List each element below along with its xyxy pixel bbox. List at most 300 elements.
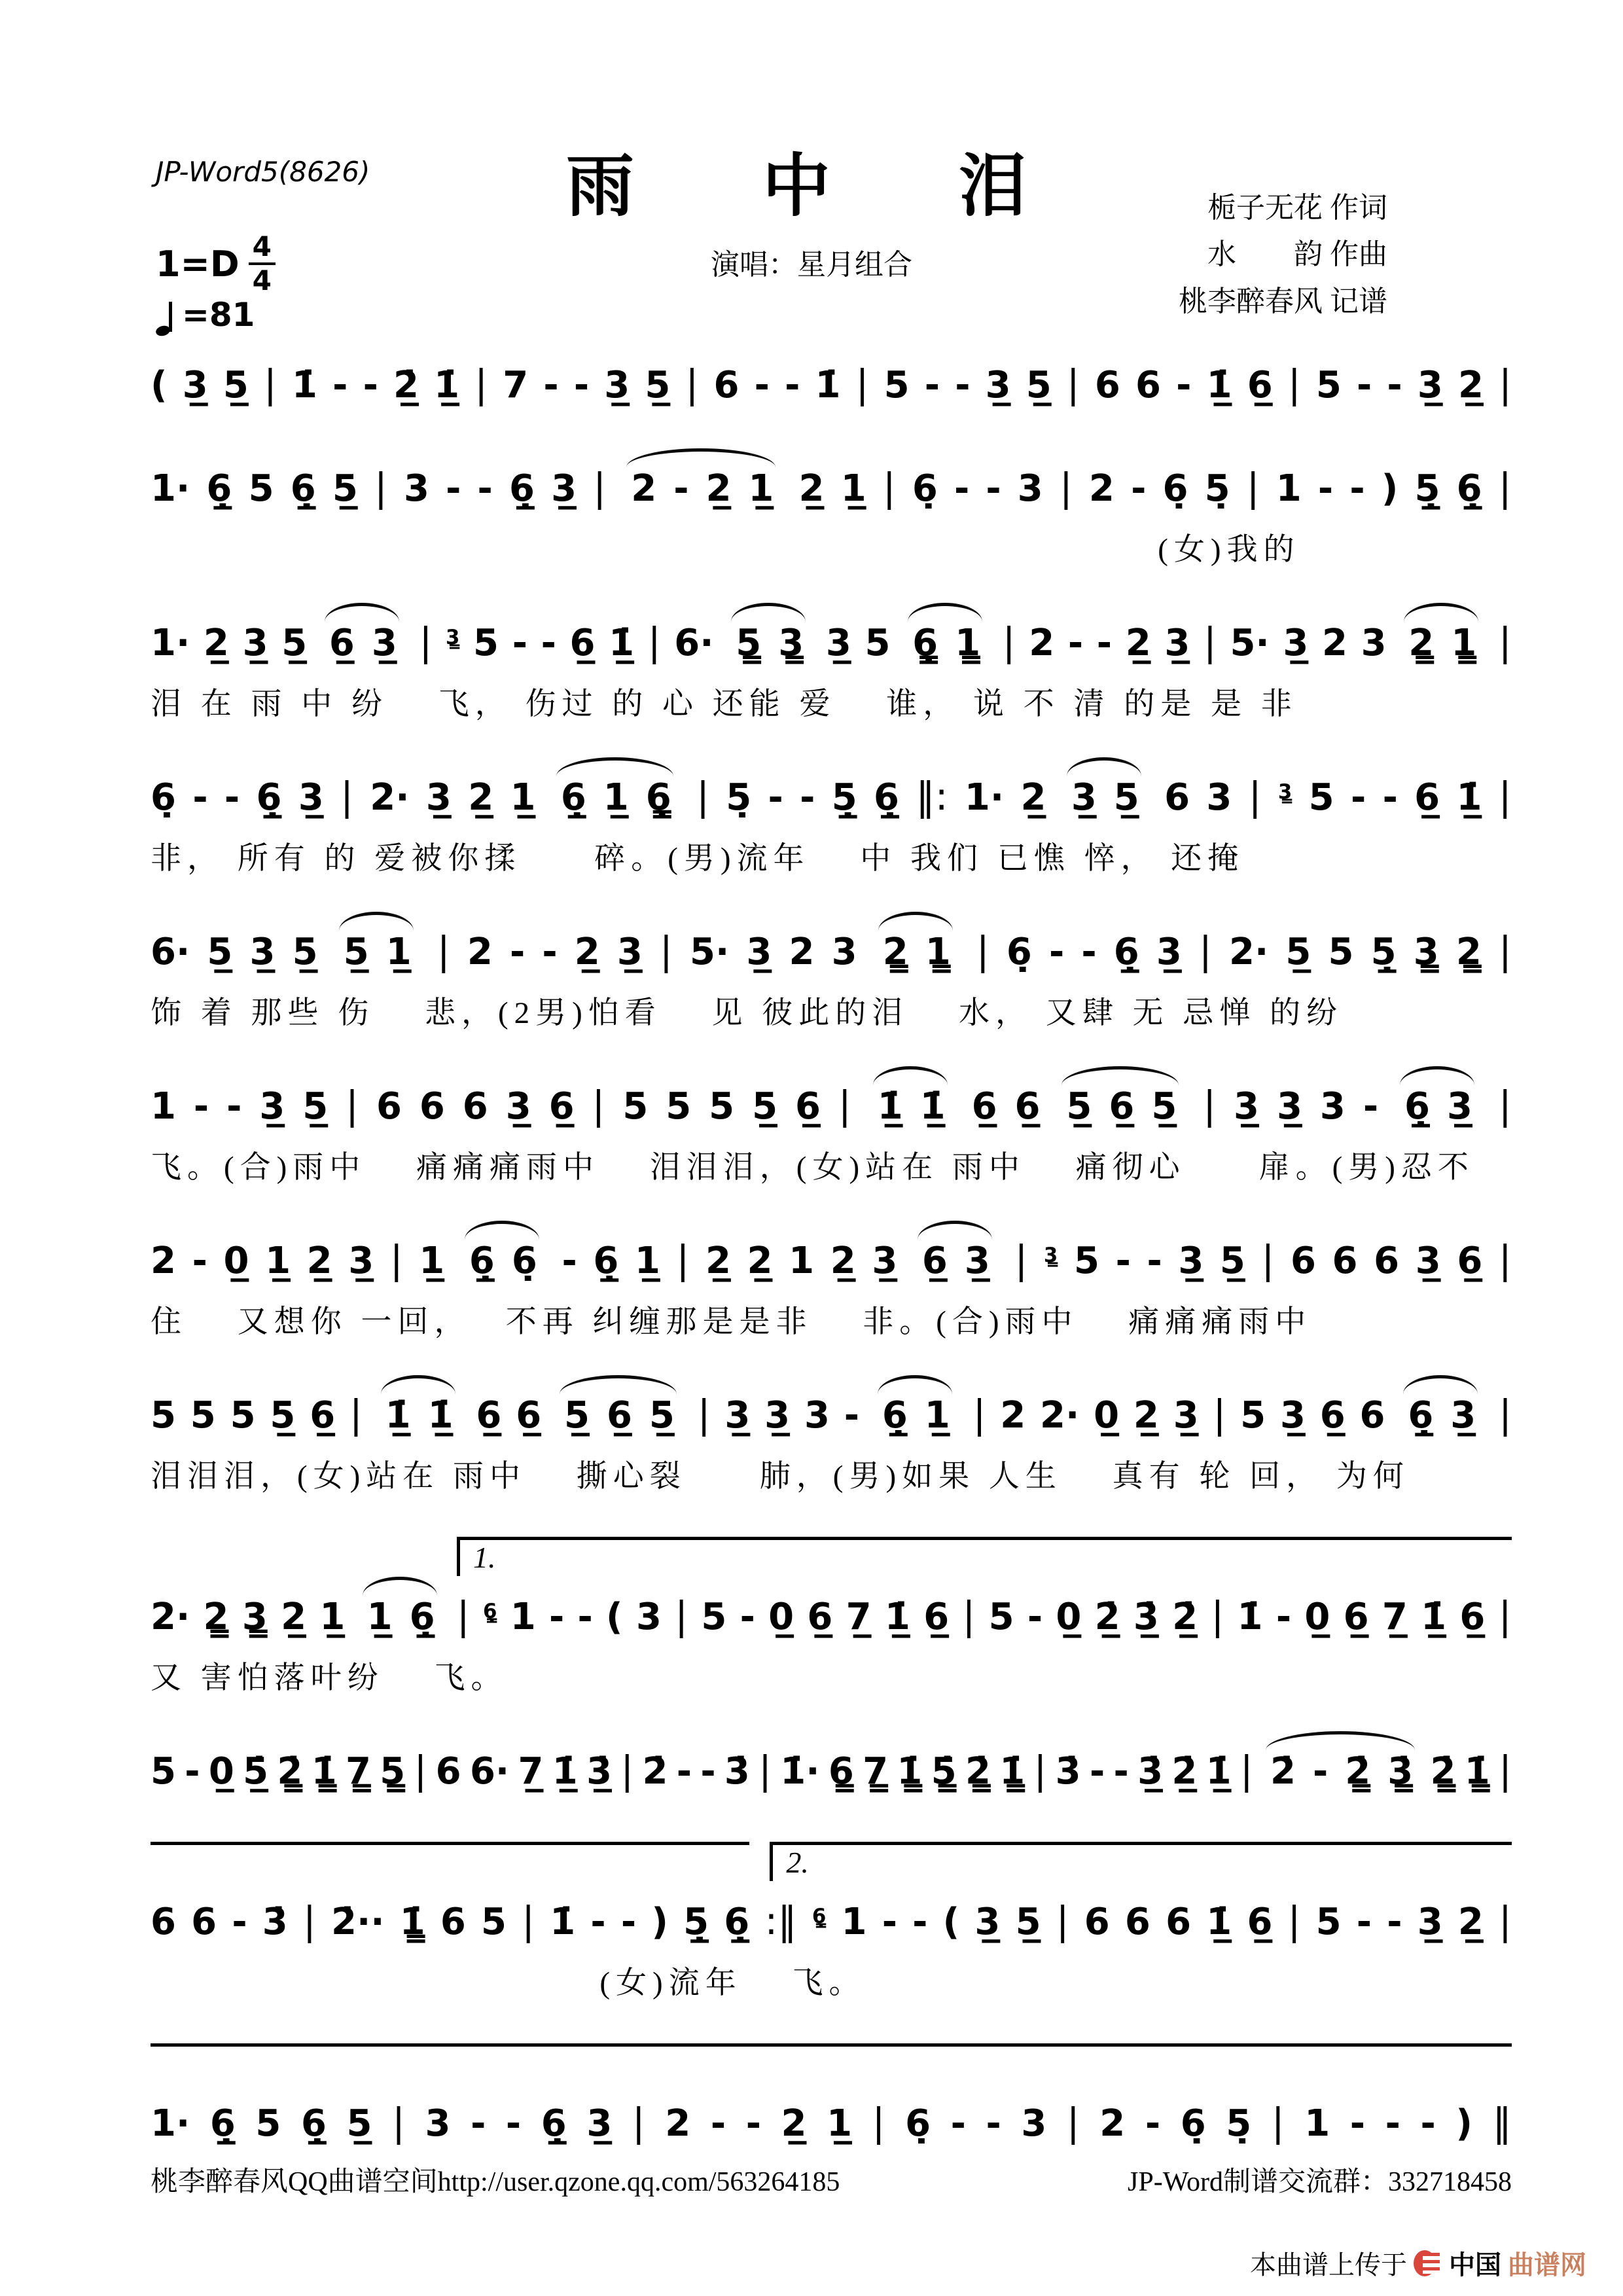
barline: | bbox=[340, 774, 353, 819]
note: 5 bbox=[481, 1901, 507, 1943]
note: 6̣ bbox=[1162, 467, 1188, 510]
time-top: 4 bbox=[249, 233, 276, 265]
grace-note: 6̳̣ bbox=[812, 1905, 827, 1929]
note: 5 bbox=[1308, 776, 1334, 819]
tie-group bbox=[1063, 776, 1148, 819]
note: 2̲ bbox=[468, 776, 494, 819]
note: - bbox=[768, 776, 783, 819]
note: 6̲̣ bbox=[724, 1901, 750, 1943]
barline: | bbox=[419, 619, 433, 664]
watermark-brand-black: 中国 bbox=[1449, 2250, 1501, 2280]
note: 6̳̣ bbox=[912, 622, 938, 664]
note: 7 bbox=[503, 364, 529, 406]
barline: | bbox=[855, 361, 869, 406]
note: 2 bbox=[631, 467, 657, 510]
tie-group bbox=[377, 1394, 462, 1437]
tie-group bbox=[1396, 1085, 1481, 1128]
note: 5 bbox=[622, 1085, 649, 1128]
note: - bbox=[1096, 622, 1113, 664]
notation-line bbox=[151, 342, 1512, 422]
note: 1· bbox=[964, 776, 1005, 819]
note: 3̇ bbox=[1055, 1750, 1081, 1793]
system-row bbox=[151, 1217, 1512, 1348]
system-row bbox=[151, 2033, 1512, 2160]
note: 5̣ bbox=[1226, 2102, 1252, 2145]
note: 6̲ bbox=[1457, 1240, 1483, 1282]
system-row bbox=[151, 1728, 1512, 1808]
note: - bbox=[676, 1750, 692, 1793]
barline: | bbox=[962, 1593, 976, 1638]
note: 1̲ bbox=[265, 1240, 291, 1282]
note: 2̳ bbox=[1455, 931, 1482, 973]
note: ) bbox=[1455, 2102, 1472, 2145]
note: - bbox=[912, 1901, 928, 1943]
barline: | bbox=[1498, 465, 1512, 510]
note: 1̲ bbox=[419, 1240, 445, 1282]
note: 3̲ bbox=[1415, 1240, 1441, 1282]
note: 3̲ bbox=[724, 1394, 751, 1437]
note: - bbox=[363, 364, 378, 406]
note: 1̲ bbox=[366, 1596, 393, 1638]
note: 5̲ bbox=[752, 1085, 778, 1128]
system-row bbox=[151, 754, 1512, 885]
tempo-value: =81 bbox=[182, 296, 255, 334]
note: 5 bbox=[190, 1394, 216, 1437]
note: 3̲̇ bbox=[586, 1750, 613, 1793]
note: 2̲ bbox=[1133, 1394, 1159, 1437]
note: 5̲̣ bbox=[1414, 467, 1440, 510]
note: 3̲ bbox=[371, 622, 397, 664]
note: 3̲ bbox=[985, 364, 1011, 406]
note: 2̲̇ bbox=[1094, 1596, 1120, 1638]
note: 1̲ bbox=[319, 1596, 346, 1638]
note: - bbox=[193, 1085, 209, 1128]
note: - bbox=[1147, 1240, 1162, 1282]
grace-note: 6̳̣ bbox=[482, 1600, 497, 1624]
note: - bbox=[512, 622, 527, 664]
note: 6̲̣ bbox=[300, 2102, 327, 2145]
barline: | bbox=[632, 2100, 645, 2145]
note: - bbox=[986, 2102, 1001, 2145]
note: 5 bbox=[701, 1596, 727, 1638]
credit-line: 栀子无花 作词 bbox=[1207, 192, 1387, 224]
notation-line bbox=[151, 1573, 1512, 1653]
tie-group bbox=[914, 1240, 999, 1282]
note: 5· bbox=[690, 931, 730, 973]
barline: | bbox=[349, 1391, 363, 1437]
grace-note: 3̳ bbox=[445, 626, 460, 650]
note: 6 bbox=[419, 1085, 445, 1128]
note: 5̲ bbox=[1219, 1240, 1245, 1282]
note: 5̲ bbox=[207, 931, 233, 973]
note: - bbox=[1357, 364, 1372, 406]
note: - bbox=[1048, 931, 1065, 973]
tie-group bbox=[552, 776, 680, 819]
barline: | bbox=[593, 465, 607, 510]
note: - bbox=[1131, 467, 1147, 510]
barline: | bbox=[474, 361, 488, 406]
note: 5̳ bbox=[380, 1750, 406, 1793]
note: 5̲ bbox=[332, 467, 358, 510]
note: 1̲̇ bbox=[877, 1085, 903, 1128]
note: 1̳̇ bbox=[311, 1750, 337, 1793]
note: 2· bbox=[370, 776, 410, 819]
note: - bbox=[1356, 1901, 1372, 1943]
tie-group bbox=[874, 1394, 959, 1437]
note: - bbox=[1387, 1901, 1402, 1943]
note: 6̲̣ bbox=[209, 2102, 236, 2145]
note: 2 bbox=[1099, 2102, 1126, 2145]
note: 0̲ bbox=[1056, 1596, 1082, 1638]
notation-line bbox=[151, 600, 1512, 679]
note: 2 bbox=[151, 1240, 176, 1282]
barline: | bbox=[660, 928, 673, 973]
note: 2 bbox=[1322, 622, 1347, 664]
key-label: 1=D bbox=[156, 243, 240, 285]
volta-bracket bbox=[457, 1537, 1512, 1576]
note: 5 bbox=[883, 364, 910, 406]
note: 3̲ bbox=[249, 931, 276, 973]
lyrics-line: 泪 在 雨 中 纷 飞， 伤过 的 心 还能 爱 谁， 说 不 清 的是 是 非 bbox=[151, 687, 1298, 721]
note: 5̲ bbox=[1066, 1085, 1092, 1128]
note: 2̳̇ bbox=[1345, 1750, 1371, 1793]
note: 5· bbox=[1230, 622, 1270, 664]
note: 2̳̇ bbox=[965, 1750, 991, 1793]
note: 6̣ bbox=[511, 1240, 537, 1282]
time-bottom: 4 bbox=[252, 264, 272, 297]
volta-bracket bbox=[151, 2043, 1512, 2083]
note: 3̲ bbox=[586, 2102, 613, 2145]
note: - bbox=[800, 776, 815, 819]
lyrics-line: 又 害怕落叶纷 飞。 bbox=[151, 1661, 508, 1695]
note: 6̲̣ bbox=[1404, 1085, 1430, 1128]
note: - bbox=[192, 776, 208, 819]
note: - bbox=[844, 1394, 859, 1437]
note: 6 bbox=[1135, 364, 1161, 406]
note: - bbox=[1363, 1085, 1379, 1128]
note: 3̲ bbox=[1279, 1394, 1306, 1437]
tie-group bbox=[359, 1596, 444, 1638]
note: 6̲̣ bbox=[508, 467, 535, 510]
note: - bbox=[620, 1901, 637, 1943]
note: 3̲ bbox=[604, 364, 630, 406]
note: 2̳ bbox=[882, 931, 908, 973]
note: 2 bbox=[1000, 1394, 1026, 1437]
note: 3̲ bbox=[259, 1085, 285, 1128]
barline: | bbox=[758, 1748, 772, 1793]
note: ( bbox=[942, 1901, 960, 1943]
lyrics-line: (女)我的 bbox=[1158, 533, 1300, 567]
note: 3̲ bbox=[505, 1085, 531, 1128]
note: 3̲ bbox=[616, 931, 643, 973]
note: 5 bbox=[230, 1394, 256, 1437]
note: 5 bbox=[1315, 364, 1342, 406]
note: 6̲̣ bbox=[593, 1240, 619, 1282]
note: - bbox=[740, 1596, 755, 1638]
note: 1· bbox=[151, 2102, 190, 2145]
note: 5 bbox=[666, 1085, 692, 1128]
tie-group bbox=[869, 1085, 954, 1128]
note: 1̲ bbox=[603, 776, 629, 819]
note: 6 bbox=[151, 1901, 176, 1943]
note: 6 bbox=[1124, 1901, 1150, 1943]
note: 1̳ bbox=[955, 622, 981, 664]
note: - bbox=[1275, 1596, 1292, 1638]
note: 1 bbox=[1275, 467, 1302, 510]
barline: | bbox=[392, 2100, 405, 2145]
note: 3̲ bbox=[348, 1240, 374, 1282]
note: ) bbox=[651, 1901, 668, 1943]
note: 1̲̇ bbox=[1205, 1750, 1232, 1793]
note: - bbox=[700, 1750, 716, 1793]
note: - bbox=[1349, 467, 1365, 510]
note: 5 bbox=[1315, 1901, 1342, 1943]
footer bbox=[151, 2160, 1512, 2199]
note: 2̲ bbox=[781, 2102, 807, 2145]
note: - bbox=[754, 364, 770, 406]
note: - bbox=[573, 364, 590, 406]
grace-note: 3̳ bbox=[1277, 780, 1293, 804]
quarter-note-icon bbox=[156, 301, 175, 336]
note: 3̲̇ bbox=[1137, 1750, 1164, 1793]
note: 3̲ bbox=[746, 931, 772, 973]
credit-line: 桃李醉春风 记谱 bbox=[1179, 285, 1387, 317]
note: 3̲ bbox=[1071, 776, 1097, 819]
note: 2̇ bbox=[1270, 1750, 1296, 1793]
note: 6̲ bbox=[516, 1394, 542, 1437]
note: 6 bbox=[1164, 776, 1190, 819]
note: 6̲ bbox=[921, 1240, 948, 1282]
note: - bbox=[785, 364, 800, 406]
note: - bbox=[1027, 1596, 1043, 1638]
note: 1̲̇ bbox=[609, 622, 635, 664]
note: 7̳ bbox=[345, 1750, 371, 1793]
note: 2̳ bbox=[1408, 622, 1435, 664]
note: 6̲ bbox=[548, 1085, 575, 1128]
note: - bbox=[955, 364, 971, 406]
notation-line bbox=[151, 445, 1512, 525]
barline: | bbox=[1203, 619, 1217, 664]
note: 5̳ bbox=[736, 622, 762, 664]
barline: | bbox=[1498, 1237, 1512, 1282]
note: 6 bbox=[191, 1901, 217, 1943]
barline: | bbox=[1014, 1237, 1028, 1282]
barline: | bbox=[456, 1593, 470, 1638]
note: 5 bbox=[151, 1394, 176, 1437]
note: 6̲ bbox=[606, 1394, 632, 1437]
note: 6̲ bbox=[476, 1394, 502, 1437]
note: 6̲ bbox=[1247, 364, 1273, 406]
note: - bbox=[1089, 1750, 1105, 1793]
barline: | bbox=[647, 619, 661, 664]
note: 3̇ bbox=[724, 1750, 750, 1793]
note: 1̲̇ bbox=[919, 1085, 946, 1128]
lyrics-line: 住 又想你 一回， 不再 纠缠那是是非 非。(合)雨中 痛痛痛雨中 bbox=[151, 1305, 1312, 1339]
barline: | bbox=[1498, 1593, 1512, 1638]
note: 6̣ bbox=[1180, 2102, 1206, 2145]
note: 5 bbox=[255, 2102, 281, 2145]
barline: | bbox=[437, 928, 450, 973]
tie-group bbox=[874, 931, 959, 973]
notation-line bbox=[151, 2080, 1512, 2160]
generator-label: JP-Word5(8626) bbox=[156, 156, 370, 188]
note: 0̲ bbox=[1094, 1394, 1120, 1437]
note: 3̲ bbox=[1450, 1394, 1476, 1437]
note: 3̲ bbox=[964, 1240, 990, 1282]
note: 2̲ bbox=[1020, 776, 1046, 819]
note: 2̲ bbox=[203, 622, 229, 664]
note: - bbox=[332, 364, 348, 406]
tie-group bbox=[321, 622, 406, 664]
note: 2̳ bbox=[203, 1596, 229, 1638]
note: 1̲̇ bbox=[434, 364, 460, 406]
note: 6 bbox=[376, 1085, 402, 1128]
note: - bbox=[232, 1901, 247, 1943]
note: 6̲̣ bbox=[560, 776, 586, 819]
note: 1̲̇ bbox=[1456, 776, 1482, 819]
note: 6 bbox=[1084, 1901, 1110, 1943]
note: - bbox=[185, 1750, 200, 1793]
note: 6 bbox=[435, 1750, 461, 1793]
barline: | bbox=[696, 774, 709, 819]
note: 3̲ bbox=[1446, 1085, 1472, 1128]
lyrics-line: 飞。(合)雨中 痛痛痛雨中 泪泪泪，(女)站在 雨中 痛彻心 扉。(男)忍不 bbox=[151, 1151, 1474, 1185]
note: 7̲ bbox=[1382, 1596, 1408, 1638]
note: 5̳̇ bbox=[931, 1750, 957, 1793]
volta-label: 1. bbox=[473, 1541, 496, 1574]
note: - bbox=[1115, 1240, 1131, 1282]
notation-line bbox=[151, 908, 1512, 988]
note: 3̳ bbox=[778, 622, 804, 664]
system-row bbox=[151, 1063, 1512, 1194]
note: 1̲̇ bbox=[427, 1394, 454, 1437]
note: 1· bbox=[151, 622, 190, 664]
tie-group bbox=[1058, 1085, 1185, 1128]
note: 6̲ bbox=[1414, 776, 1440, 819]
note: 3 bbox=[425, 2102, 451, 2145]
lyrics-line: (女)流年 飞。 bbox=[599, 1966, 866, 2000]
tie-group bbox=[1399, 1394, 1484, 1437]
note: 6̳ bbox=[828, 1750, 854, 1793]
barline: ‖: bbox=[916, 774, 948, 819]
barline: | bbox=[1066, 2100, 1080, 2145]
note: 3̲ bbox=[1173, 1394, 1199, 1437]
barline: | bbox=[1499, 1898, 1512, 1943]
system-row bbox=[151, 1526, 1512, 1704]
note: - bbox=[1350, 776, 1366, 819]
note: - bbox=[226, 1085, 242, 1128]
note: - bbox=[505, 2102, 522, 2145]
note: 6̣ bbox=[912, 467, 938, 510]
note: 1̲ bbox=[510, 776, 536, 819]
note: - bbox=[1387, 364, 1402, 406]
watermark-brand-orange: 曲谱网 bbox=[1508, 2250, 1586, 2280]
note: 5̲ bbox=[223, 364, 249, 406]
note: 5̲ bbox=[645, 364, 671, 406]
note: 5 bbox=[988, 1596, 1014, 1638]
note: 6̲ bbox=[795, 1085, 821, 1128]
note: 1̳̇ bbox=[897, 1750, 923, 1793]
note: 6̲ bbox=[923, 1596, 950, 1638]
note: 3̲ bbox=[1276, 1085, 1302, 1128]
time-signature bbox=[249, 230, 276, 297]
note: 5̲̣ bbox=[683, 1901, 709, 1943]
note: 1̇ bbox=[1237, 1596, 1263, 1638]
note: 1̲̇ bbox=[1206, 1901, 1232, 1943]
note: 1̳̇ bbox=[999, 1750, 1026, 1793]
note: - bbox=[477, 467, 493, 510]
note: 6· bbox=[469, 1750, 510, 1793]
note: 6 bbox=[1094, 364, 1120, 406]
barline: | bbox=[976, 928, 990, 973]
note: 5̲ bbox=[292, 931, 318, 973]
note: 5̲ bbox=[270, 1394, 296, 1437]
barline: | bbox=[972, 1391, 986, 1437]
tie-group bbox=[727, 622, 812, 664]
barline: | bbox=[872, 2100, 885, 2145]
note: 6̲̣ bbox=[874, 776, 899, 819]
note: 6· bbox=[674, 622, 714, 664]
note: - bbox=[1349, 2102, 1366, 2145]
barline: | bbox=[522, 1898, 535, 1943]
footer-left: 桃李醉春风QQ曲谱空间http://user.qzone.qq.com/563264185 bbox=[151, 2167, 840, 2197]
note: 2 bbox=[1088, 467, 1115, 510]
note: 3 bbox=[831, 931, 857, 973]
note: 2̲ bbox=[574, 931, 600, 973]
note: - bbox=[1145, 2102, 1161, 2145]
note: 5̲ bbox=[281, 622, 308, 664]
note: 2̲ bbox=[798, 467, 825, 510]
note: 2̲ bbox=[306, 1240, 332, 1282]
note: 2̳̇ bbox=[277, 1750, 303, 1793]
barline: | bbox=[676, 1237, 690, 1282]
note: - bbox=[673, 467, 689, 510]
barline: | bbox=[1059, 465, 1073, 510]
note: 6̲̣ bbox=[1456, 467, 1482, 510]
barline: | bbox=[1261, 1237, 1275, 1282]
barline: | bbox=[1066, 361, 1080, 406]
note: 2̲ bbox=[747, 1240, 773, 1282]
system-row bbox=[151, 1372, 1512, 1503]
note: 3 bbox=[1206, 776, 1232, 819]
barline: | bbox=[1499, 1748, 1512, 1793]
barline: | bbox=[1498, 774, 1512, 819]
note: 2 bbox=[467, 931, 493, 973]
note: - bbox=[590, 1901, 606, 1943]
note: 1̲ bbox=[385, 931, 412, 973]
system-row bbox=[151, 908, 1512, 1039]
note: 3̲ bbox=[825, 622, 851, 664]
note: 5̣ bbox=[1204, 467, 1230, 510]
note: 5̲̣ bbox=[1370, 931, 1397, 973]
note: 5 bbox=[709, 1085, 735, 1128]
note: 3̲ bbox=[1283, 622, 1309, 664]
note: 6̲̣ bbox=[1408, 1394, 1434, 1437]
note: 6̣ bbox=[905, 2102, 931, 2145]
page-title: 雨 中 泪 bbox=[565, 149, 1057, 224]
note: 2̲ bbox=[705, 467, 732, 510]
barline: | bbox=[302, 1898, 316, 1943]
barline: | bbox=[1271, 2100, 1285, 2145]
note: 3̳ bbox=[1413, 931, 1439, 973]
note: 3̳ bbox=[241, 1596, 268, 1638]
note: 3̲ bbox=[425, 776, 452, 819]
barline: | bbox=[346, 1083, 359, 1128]
note: 5 bbox=[473, 622, 499, 664]
note: 1̲ bbox=[634, 1240, 660, 1282]
note: - bbox=[446, 467, 461, 510]
note: 3̲ bbox=[1164, 622, 1190, 664]
